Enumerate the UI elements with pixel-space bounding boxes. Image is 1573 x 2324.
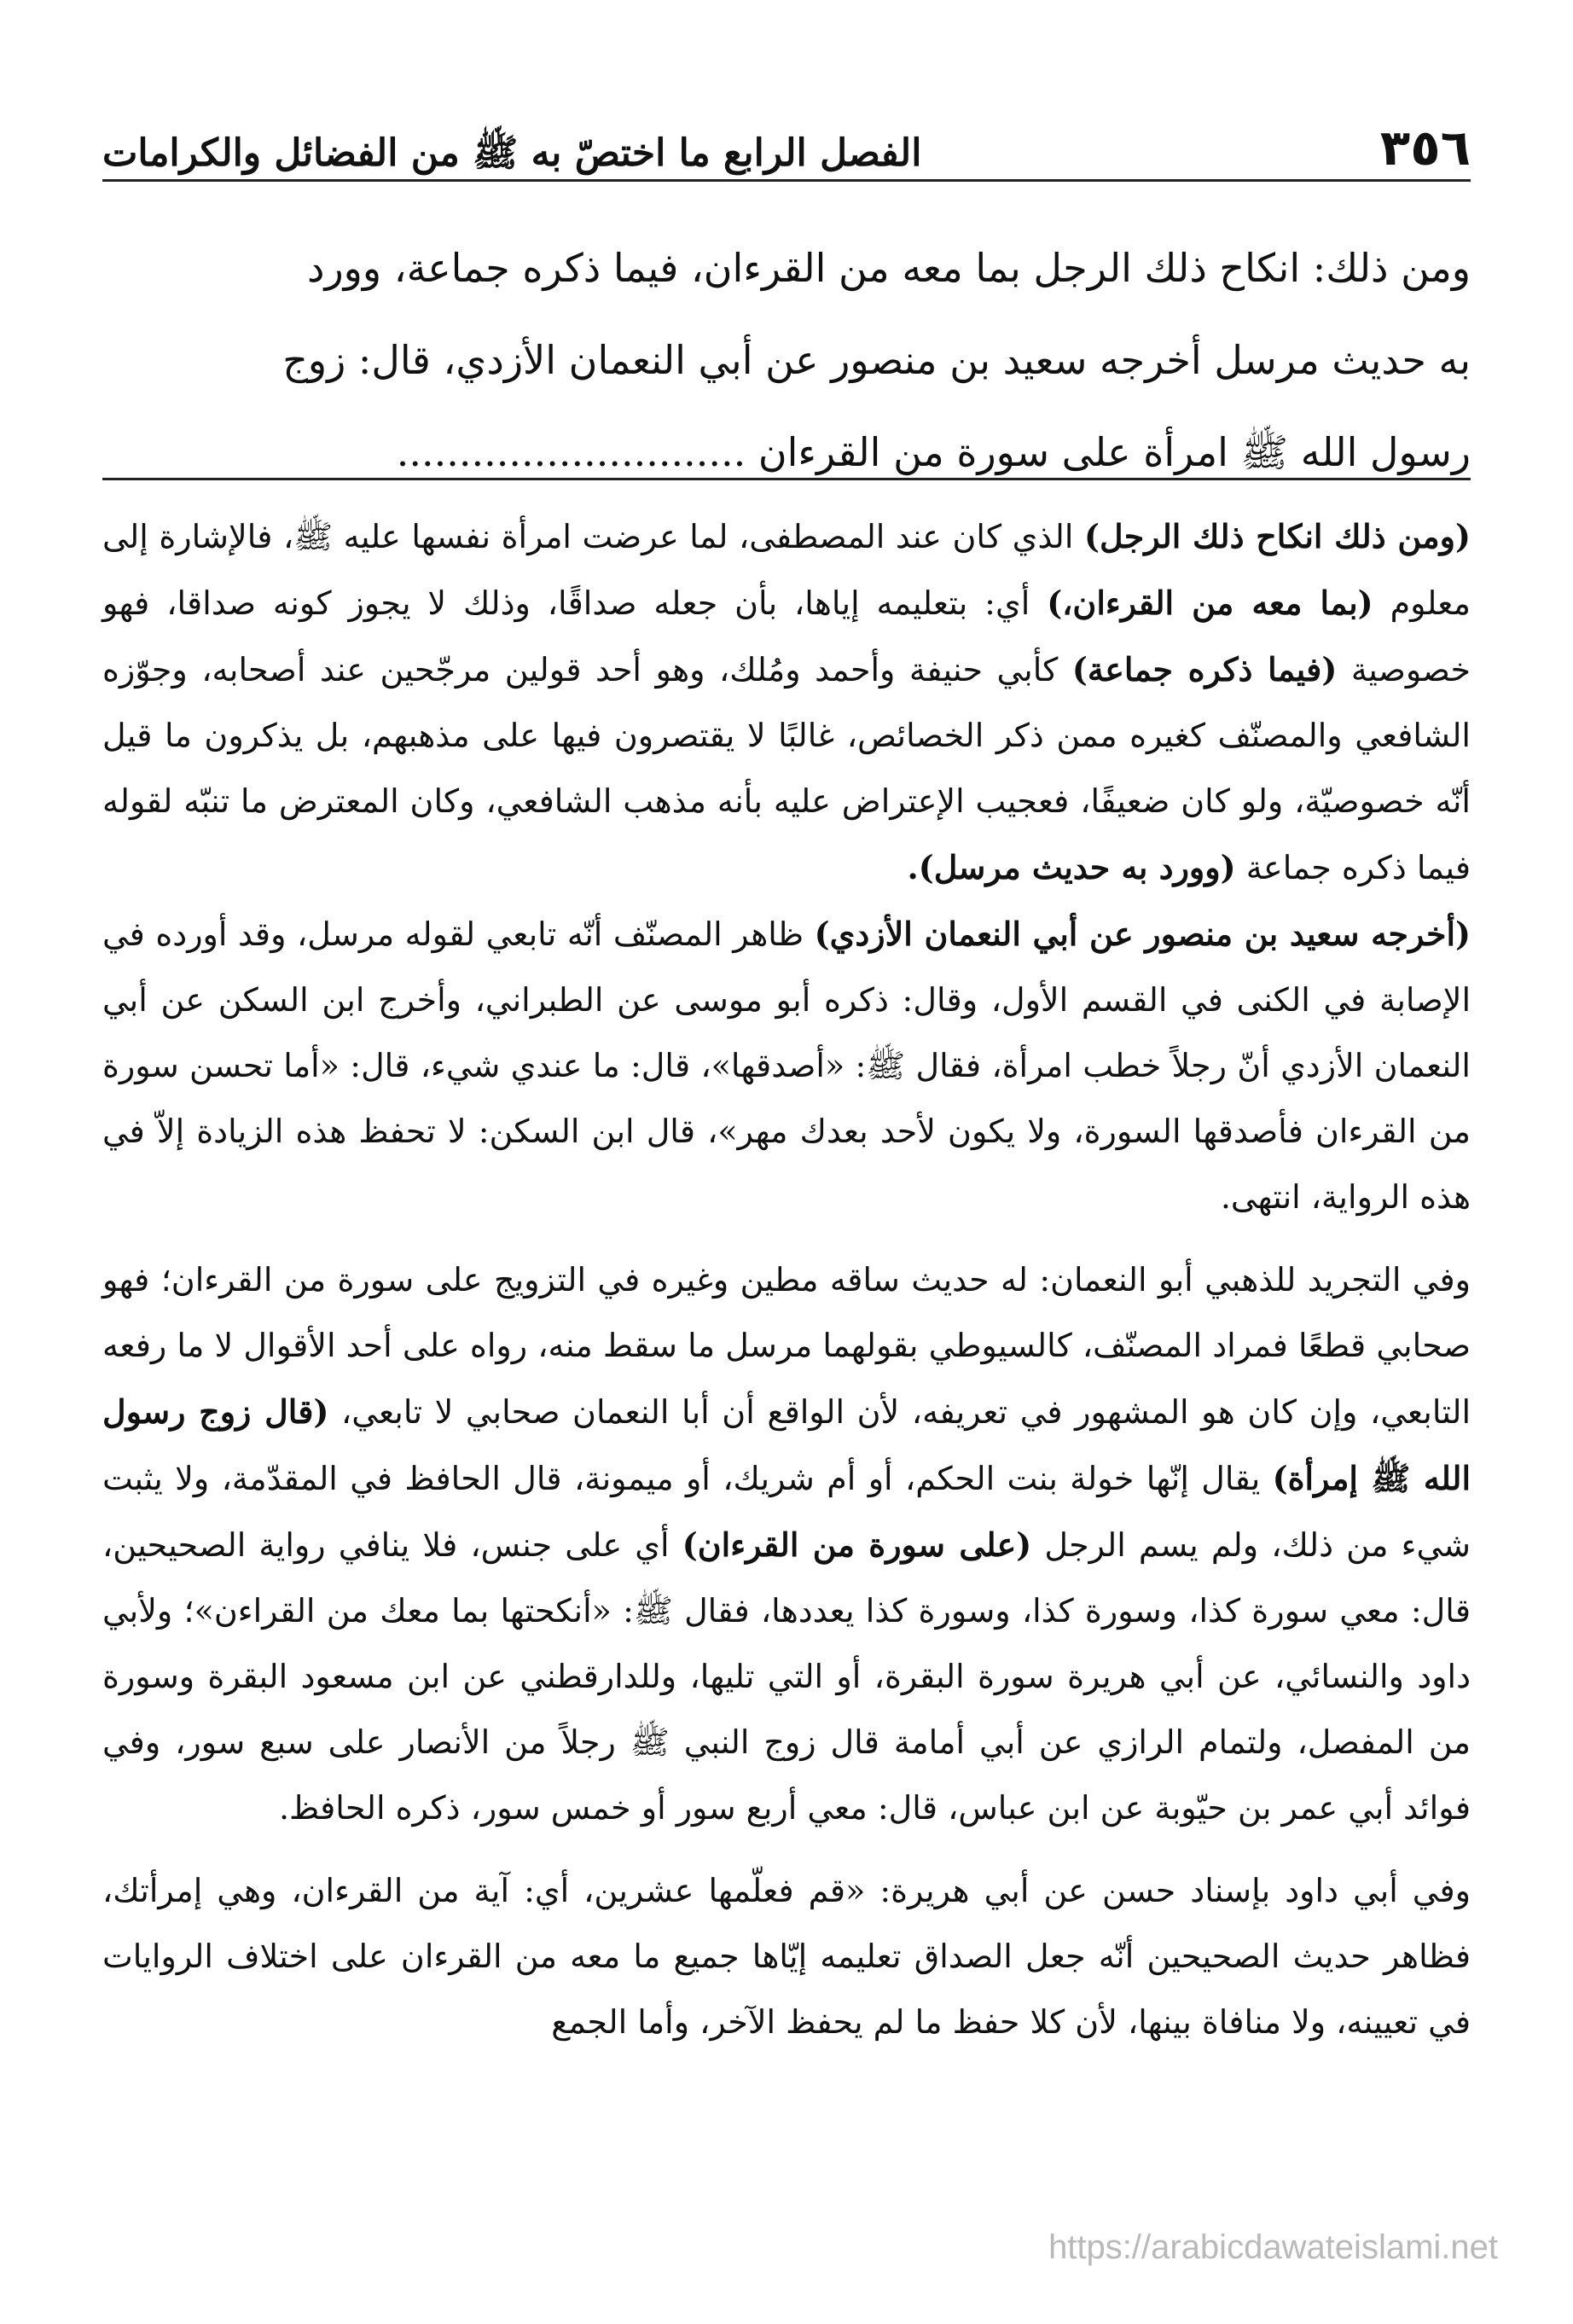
commentary-text: الذي كان عند المصطفى، لما عرضت امرأة نفسها عليه ﷺ، فالإشارة إلى معلوم: [102, 518, 1471, 622]
commentary-paragraph: [102, 1247, 1471, 1841]
page-number: ٣٥٦: [1379, 119, 1471, 177]
chapter-title: الفصل الرابع ما اختصّ به ﷺ من الفضائل والكرامات: [102, 131, 922, 175]
quoted-matn: (فيما ذكره جماعة): [1071, 650, 1338, 688]
watermark-url: https://arabicdawateislami.net: [1048, 2228, 1498, 2266]
page-header: [102, 96, 1471, 181]
quoted-matn: (أخرجه سعيد بن منصور عن أبي النعمان الأزدي): [814, 915, 1471, 953]
header-divider: [102, 179, 1471, 182]
commentary-paragraph: [102, 901, 1471, 1230]
main-text-line: به حديث مرسل أخرجه سعيد بن منصور عن أبي النعمان الأزدي، قال: زوج: [282, 337, 1471, 383]
quoted-matn: (قال زوج رسول الله ﷺ إمرأة): [102, 1392, 1471, 1497]
commentary-divider: [102, 478, 1471, 480]
commentary-text: كأبي حنيفة وأحمد ومُلك، وهو أحد قولين مرجّحين عند أصحابه، وجوّزه الشافعي والمصنّف كغيره ممن ذكر الخصائص، غالبًا لا يقتصرون فيها على مذهبهم، بل يذكرون ما قيل أنّه خصوصيّة، ولو كان ضعيفًا، فعجيب الإعتراض عليه بأنه مذهب الشافعي، وكان المعترض ما تنبّه لقوله فيما ذكره جماعة: [102, 651, 1471, 886]
quoted-matn: (بما معه من القرءان،): [1047, 584, 1373, 622]
commentary-paragraph: [102, 503, 1471, 901]
commentary-text: ظاهر المصنّف أنّه تابعي لقوله مرسل، وقد أورده في الإصابة في الكنى في القسم الأول، وقال: ذكره أبو موسى عن الطبراني، وأخرج ابن السكن عن أبي النعمان الأزدي أنّ رجلاً خطب امرأة، فقال ﷺ: «أصدقها»، قال: ما عندي شيء، قال: «أما تحسن سورة من القرءان فأصدقها السورة، ولا يكون لأحد بعدك مهر»، قال ابن السكن: لا تحفظ هذه الزيادة إلاّ في هذه الرواية، انتهى.: [102, 915, 1471, 1216]
commentary-text: أي على جنس، فلا ينافي رواية الصحيحين، قال: معي سورة كذا، وسورة كذا، وسورة كذا يعددها، فقال ﷺ: «أنكحتها بما معك من القراءن»؛ ولأبي داود والنسائي، عن أبي هريرة سورة البقرة، أو التي تليها، وللدارقطني عن ابن مسعود البقرة وسورة من المفصل، ولتمام الرازي عن أبي أمامة قال زوج النبي ﷺ رجلاً من الأنصار على سبع سور، وفي فوائد أبي عمر بن حيّوبة عن ابن عباس، قال: معي أربع سور أو خمس سور، ذكره الحافظ.: [102, 1526, 1471, 1827]
quoted-matn: (ومن ذلك انكاح ذلك الرجل): [1083, 517, 1471, 555]
quoted-matn: (وورد به حديث مرسل).: [907, 848, 1236, 886]
main-text-line: [102, 406, 1471, 498]
commentary-paragraph: [102, 1858, 1471, 2055]
commentary-text: يقال إنّها خولة بنت الحكم، أو أم شريك، أو ميمونة، قال الحافظ في المقدّمة، ولا يثبت شيء من ذلك، ولم يسم الرجل: [102, 1460, 1471, 1564]
continuation-dots: ............................: [396, 429, 746, 475]
main-text: [102, 222, 1471, 498]
quoted-matn: (على سورة من القرءان): [682, 1525, 1032, 1564]
commentary-text: أي: بتعليمه إياها، بأن جعله صداقًا، وذلك لا يجوز كونه صداقا، فهو خصوصية: [102, 584, 1471, 688]
main-text-line: ومن ذلك: انكاح ذلك الرجل بما معه من القرءان، فيما ذكره جماعة، وورد: [306, 245, 1471, 291]
commentary: [102, 503, 1471, 2072]
commentary-text: وفي أبي داود بإسناد حسن عن أبي هريرة: «قم فعلّمها عشرين، أي: آية من القرءان، وهي إمرأتك، فظاهر حديث الصحيحين أنّه جعل الصداق تعليمه إيّاها جميع ما معه من القرءان على اختلاف الروايات في تعيينه، ولا منافاة بينها، لأن كلا حفظ ما لم يحفظ الآخر، وأما الجمع: [102, 1872, 1471, 2041]
main-text-segment: رسول الله ﷺ امرأة على سورة من القرءان: [757, 429, 1471, 475]
commentary-text: وفي التجريد للذهبي أبو النعمان: له حديث ساقه مطين وغيره في التزويج على سورة من القرءان؛ فهو صحابي قطعًا فمراد المصنّف، كالسيوطي بقولهما مرسل ما سقط منه، رواه على أحد الأقوال لا ما رفعه التابعي، وإن كان هو المشهور في تعريفه، لأن الواقع أن أبا النعمان صحابي لا تابعي،: [102, 1261, 1471, 1431]
